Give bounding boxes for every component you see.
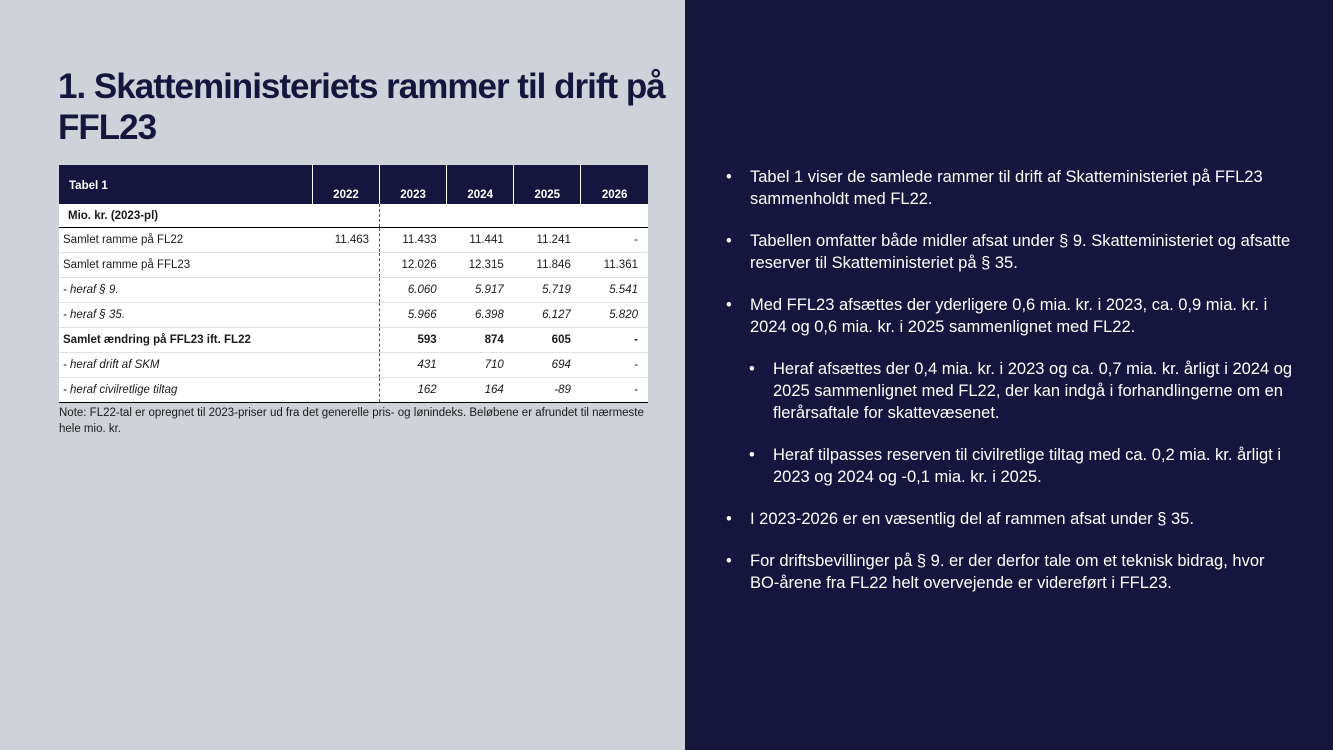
table-cell: 11.846 xyxy=(514,253,581,278)
table-row xyxy=(59,378,648,403)
table-container xyxy=(59,165,648,437)
table-note: Note: FL22-tal er opregnet til 2023-priser ud fra det generelle pris- og lønindeks. Beløbene er afrundet til nærmeste hele mio. kr. xyxy=(59,407,644,435)
table-cell: 164 xyxy=(447,378,514,403)
year-header: 2024 xyxy=(447,165,514,204)
table-cell: 6.127 xyxy=(514,303,581,328)
bullet-text: Med FFL23 afsættes der yderligere 0,6 mia. kr. i 2023, ca. 0,9 mia. kr. i 2024 og 0,6 mia. kr. i 2025 sammenlignet med FL22. xyxy=(750,296,1268,336)
table-cell: 11.441 xyxy=(447,228,514,253)
table-cell: 11.361 xyxy=(581,253,648,278)
sub-bullet-item xyxy=(749,444,1296,488)
table-cell xyxy=(312,278,379,303)
table-cell xyxy=(514,204,581,228)
table-cell xyxy=(312,204,379,228)
table-cell: 12.026 xyxy=(380,253,447,278)
table-cell xyxy=(312,253,379,278)
table-caption: Tabel 1 xyxy=(59,165,312,204)
bullet-item xyxy=(726,508,1296,530)
table-cell: - xyxy=(581,328,648,353)
table-cell: - xyxy=(581,353,648,378)
bullet-text: I 2023-2026 er en væsentlig del af rammen afsat under § 35. xyxy=(750,510,1194,528)
table-cell xyxy=(380,204,447,228)
bullet-item xyxy=(726,166,1296,210)
bullet-dot-icon: • xyxy=(749,360,755,378)
row-label: - heraf civilretlige tiltag xyxy=(59,378,312,403)
table-cell: 11.433 xyxy=(380,228,447,253)
table-cell xyxy=(312,303,379,328)
bullet-text: Heraf tilpasses reserven til civilretlige tiltag med ca. 0,2 mia. kr. årligt i 2023 og 2024 og -0,1 mia. kr. i 2025. xyxy=(773,446,1282,486)
row-label: - heraf drift af SKM xyxy=(59,353,312,378)
table-cell: 874 xyxy=(447,328,514,353)
bullet-text: Tabel 1 viser de samlede rammer til drift af Skatteministeriet på FFL23 sammenholdt med FL22. xyxy=(750,168,1263,208)
table-cell: 5.917 xyxy=(447,278,514,303)
table-cell xyxy=(581,204,648,228)
table-cell: -89 xyxy=(514,378,581,403)
year-header: 2022 xyxy=(312,165,379,204)
bullet-dot-icon: • xyxy=(749,446,755,464)
table-cell: 694 xyxy=(514,353,581,378)
table-cell: 11.463 xyxy=(312,228,379,253)
table-cell: 5.541 xyxy=(581,278,648,303)
year-header: 2023 xyxy=(380,165,447,204)
table-cell xyxy=(312,328,379,353)
budget-table xyxy=(59,165,648,403)
row-label: Samlet ændring på FFL23 ift. FL22 xyxy=(59,328,312,353)
table-cell: 5.966 xyxy=(380,303,447,328)
table-cell: 11.241 xyxy=(514,228,581,253)
table-cell: 12.315 xyxy=(447,253,514,278)
table-cell: 710 xyxy=(447,353,514,378)
table-row xyxy=(59,253,648,278)
table-cell xyxy=(312,378,379,403)
bullet-item xyxy=(726,550,1296,594)
table-cell: 5.820 xyxy=(581,303,648,328)
bullet-dot-icon: • xyxy=(726,296,732,314)
table-cell: 6.398 xyxy=(447,303,514,328)
row-label: Samlet ramme på FFL23 xyxy=(59,253,312,278)
table-cell: 431 xyxy=(380,353,447,378)
table-header-row xyxy=(59,165,648,204)
table-cell xyxy=(447,204,514,228)
table-row xyxy=(59,303,648,328)
table-cell: 6.060 xyxy=(380,278,447,303)
row-label: - heraf § 35. xyxy=(59,303,312,328)
bullet-text: Heraf afsættes der 0,4 mia. kr. i 2023 og ca. 0,7 mia. kr. årligt i 2024 og 2025 sammenlignet med FL22, der kan indgå i forhandlingerne om en flerårsaftale for skattevæsenet. xyxy=(773,360,1293,422)
row-label: Samlet ramme på FL22 xyxy=(59,228,312,253)
bullet-item xyxy=(726,230,1296,274)
table-cell: 605 xyxy=(514,328,581,353)
table-row xyxy=(59,328,648,353)
year-header: 2025 xyxy=(514,165,581,204)
table-cell: 162 xyxy=(380,378,447,403)
unit-label: Mio. kr. (2023-pl) xyxy=(59,204,312,228)
table-row xyxy=(59,228,648,253)
bullet-dot-icon: • xyxy=(726,232,732,250)
bullet-dot-icon: • xyxy=(726,510,732,528)
table-cell xyxy=(312,353,379,378)
bullet-item xyxy=(726,294,1296,338)
table-cell: 5.719 xyxy=(514,278,581,303)
table-cell: - xyxy=(581,378,648,403)
bullet-text: For driftsbevillinger på § 9. er der derfor tale om et teknisk bidrag, hvor BO-årene fra FL22 helt overvejende er videreført i FFL23. xyxy=(750,552,1265,592)
year-header: 2026 xyxy=(581,165,648,204)
bullet-text: Tabellen omfatter både midler afsat under § 9. Skatteministeriet og afsatte reserver til Skatteministeriet på § 35. xyxy=(750,232,1291,272)
bullet-dot-icon: • xyxy=(726,552,732,570)
table-cell: - xyxy=(581,228,648,253)
bullet-dot-icon: • xyxy=(726,168,732,186)
bullet-list xyxy=(726,166,1296,614)
page-title: 1. Skatteministeriets rammer til drift på FFL23 xyxy=(58,67,665,147)
table-cell: 593 xyxy=(380,328,447,353)
unit-row xyxy=(59,204,648,228)
sub-bullet-item xyxy=(749,358,1296,424)
table-row xyxy=(59,353,648,378)
row-label: - heraf § 9. xyxy=(59,278,312,303)
table-row xyxy=(59,278,648,303)
